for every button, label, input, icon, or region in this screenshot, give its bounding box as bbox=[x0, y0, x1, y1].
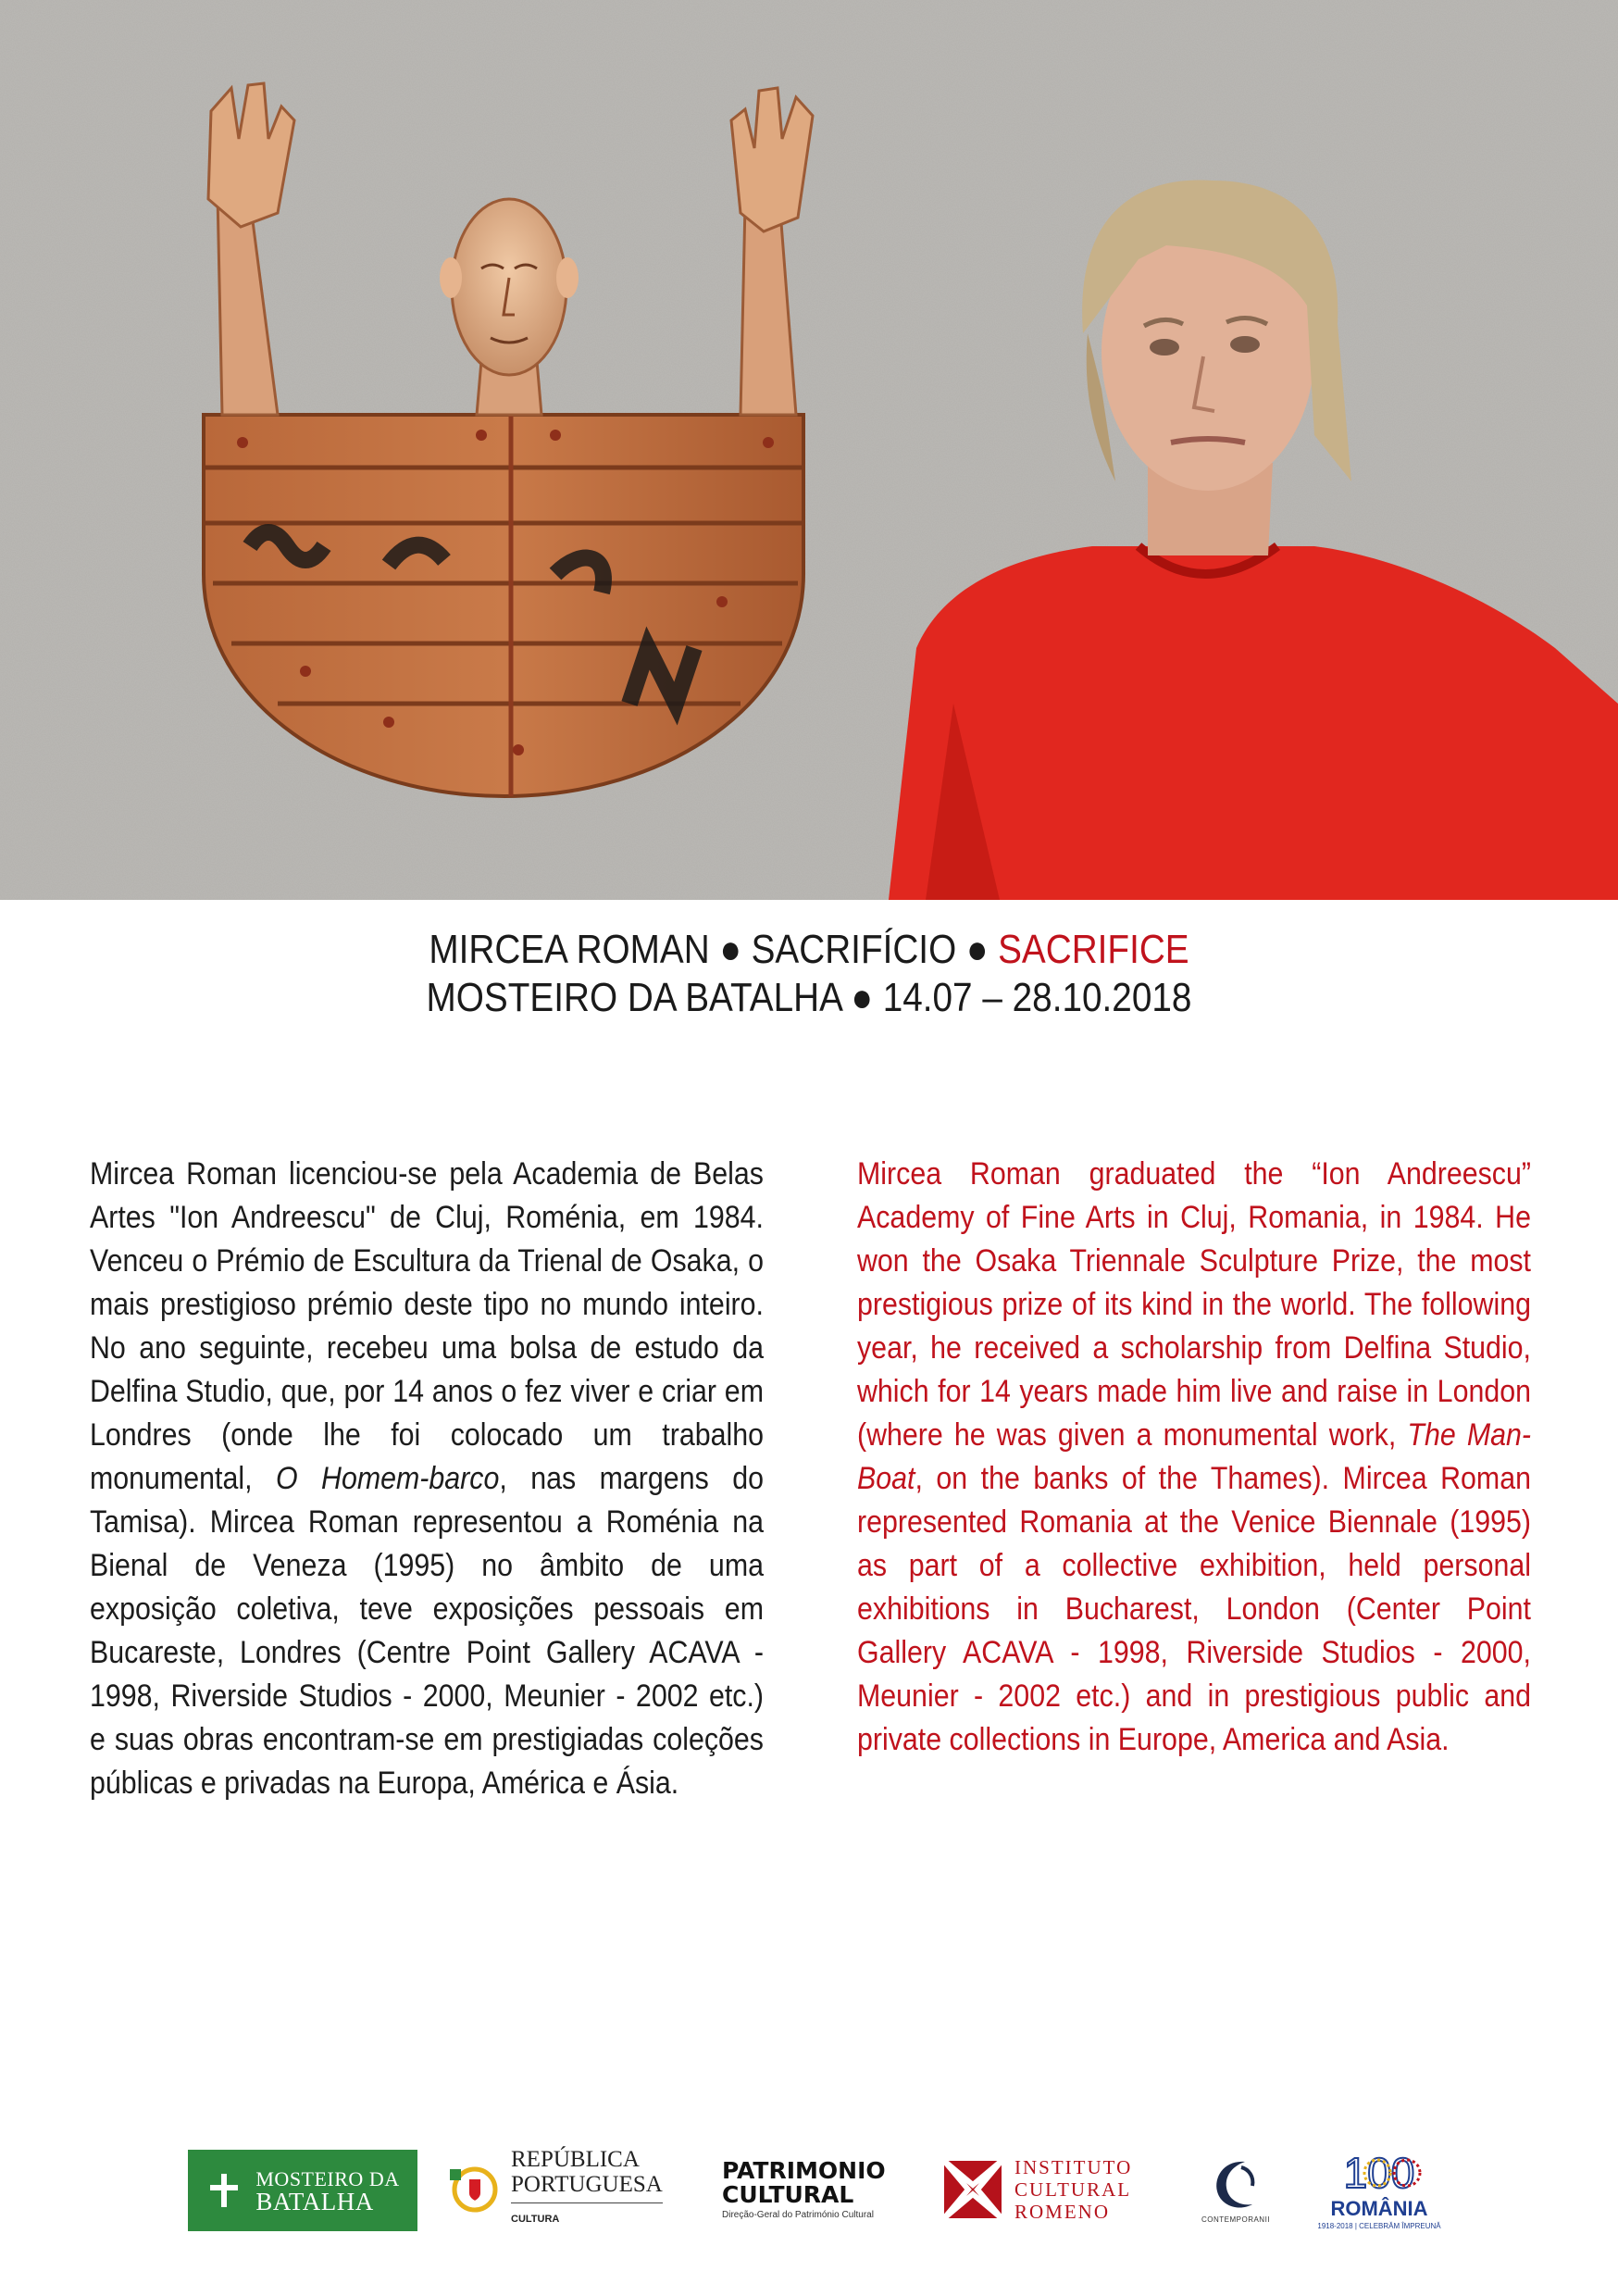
sculpture-and-artist-illustration bbox=[0, 0, 1618, 900]
batalha-line-2: BATALHA bbox=[255, 2188, 374, 2215]
hero-photo bbox=[0, 0, 1618, 900]
biography-english-text bbox=[857, 1153, 1531, 1762]
icr-line-1: INSTITUTO bbox=[1014, 2156, 1133, 2178]
heading-title-english: SACRIFICE bbox=[998, 927, 1189, 972]
exhibition-heading bbox=[97, 926, 1521, 1022]
romania-label: ROMÂNIA bbox=[1330, 2197, 1428, 2220]
portugal-emblem-icon bbox=[450, 2162, 500, 2217]
heading-line-1 bbox=[97, 926, 1521, 974]
bio-pt-part-2: , nas margens do Tamisa). Mircea Roman representou a Roménia na Bienal de Veneza (1995) no âmbito de uma exposição coletiva, teve exposições pessoais em Bucareste, Londres (Centre Point Gallery ACAVA - 1998, Riverside Studios - 2000, Meunier - 2002 etc.) e suas obras encontram-se em prestigiadas coleções públicas e privadas na Europa, América e Ásia. bbox=[90, 1461, 764, 1801]
brush-stroke-logo-icon bbox=[1208, 2156, 1263, 2214]
biography-portuguese-text bbox=[90, 1153, 764, 1805]
sponsor-logos bbox=[0, 2139, 1618, 2240]
bio-en-part-2: , on the banks of the Thames). Mircea Roman represented Romania at the Venice Biennale (1995) as part of a collective exhibition, held personal exhibitions in Bucharest, London (Center Point Gallery ACAVA - 1998, Riverside Studios - 2000, Meunier - 2002 etc.) and in prestigious public and private collections in Europe, America and Asia. bbox=[857, 1461, 1531, 1757]
logo-romania-100 bbox=[1314, 2139, 1444, 2240]
batalha-line-1: MOSTEIRO DA bbox=[255, 2167, 400, 2190]
icr-line-3: ROMENO bbox=[1014, 2201, 1111, 2223]
bio-en-artwork-title: The Man-Boat bbox=[857, 1417, 1531, 1496]
romania-100-emblem-icon bbox=[1324, 2149, 1435, 2195]
patrimonio-line-1: PATRIMONIO bbox=[722, 2157, 886, 2184]
bio-en-part-1: Mircea Roman graduated the “Ion Andreescu” Academy of Fine Arts in Cluj, Romania, in 1984. He won the Osaka Triennale Sculpture Prize, the most prestigious prize of its kind in the world. The following year, he received a scholarship from Delfina Studio, which for 14 years made him live and raise in London (where he was given a monumental work, bbox=[857, 1156, 1531, 1453]
bio-pt-artwork-title: O Homem-barco bbox=[275, 1461, 500, 1496]
patrimonio-line-2: CULTURAL bbox=[722, 2181, 854, 2208]
logo-contemporanii bbox=[1194, 2139, 1277, 2240]
logo-republica-portuguesa bbox=[450, 2139, 672, 2240]
romania-100-number: 100 bbox=[1343, 2149, 1415, 2195]
logo-instituto-cultural-romeno bbox=[942, 2139, 1155, 2240]
icr-line-2: CULTURAL bbox=[1014, 2178, 1132, 2201]
logo-patrimonio-cultural bbox=[722, 2139, 898, 2240]
icr-emblem-icon bbox=[942, 2159, 1003, 2220]
bio-pt-part-1: Mircea Roman licenciou-se pela Academia de Belas Artes "Ion Andreescu" de Cluj, Roménia, em 1984. Venceu o Prémio de Escultura da Trienal de Osaka, o mais prestigioso prémio deste tipo no mundo inteiro. No ano seguinte, recebeu uma bolsa de estudo da Delfina Studio, que, por 14 anos o fez viver e criar em Londres (onde lhe foi colocado um trabalho monumental, bbox=[90, 1156, 764, 1496]
heading-line-2: MOSTEIRO DA BATALHA ● 14.07 – 28.10.2018 bbox=[426, 975, 1192, 1020]
republica-sub: CULTURA bbox=[511, 2202, 663, 2232]
republica-line-2: PORTUGUESA bbox=[511, 2172, 663, 2197]
heading-title: MIRCEA ROMAN ● SACRIFÍCIO ● bbox=[429, 927, 999, 972]
romania-sub: 1918-2018 | CELEBRĂM ÎMPREUNĂ bbox=[1317, 2222, 1441, 2230]
cross-icon bbox=[205, 2172, 243, 2209]
contemporanii-label: CONTEMPORANII bbox=[1201, 2215, 1271, 2224]
biography-portuguese bbox=[90, 1153, 764, 1805]
patrimonio-sub: Direção-Geral do Património Cultural bbox=[722, 2210, 874, 2220]
logo-mosteiro-batalha bbox=[188, 2150, 417, 2231]
biography-english bbox=[857, 1153, 1531, 1762]
republica-line-1: REPÚBLICA bbox=[511, 2147, 640, 2172]
